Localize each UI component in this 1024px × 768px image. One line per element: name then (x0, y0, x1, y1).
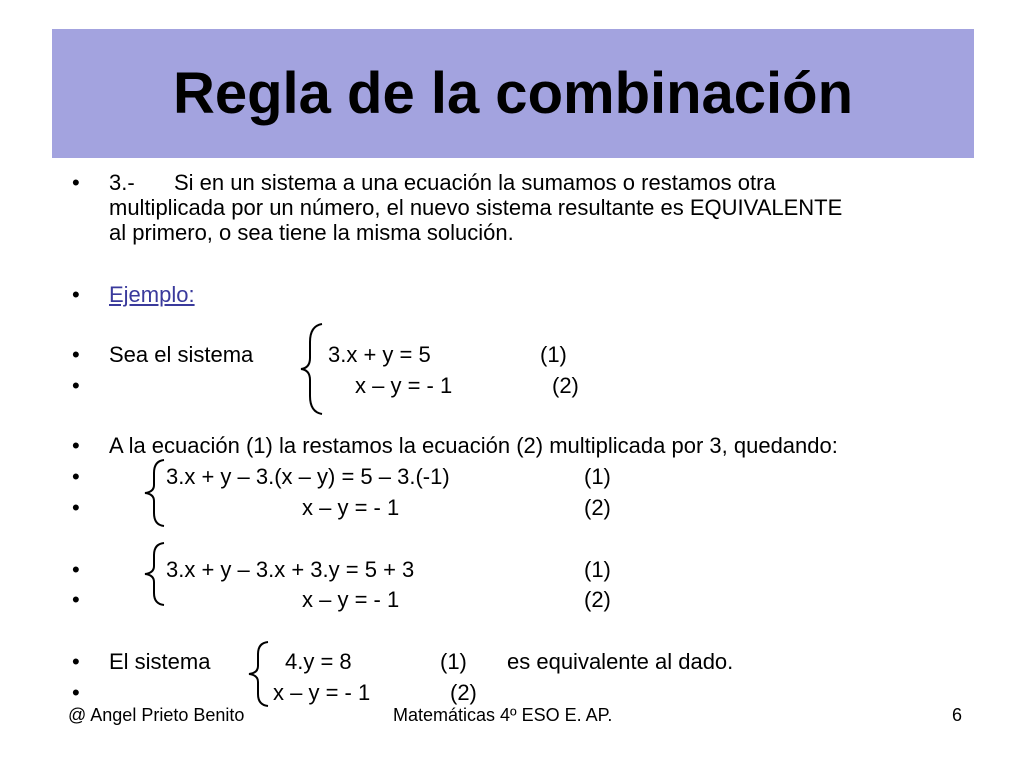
step-text: A la ecuación (1) la restamos la ecuación (2) multiplicada por 3, quedando: (109, 433, 838, 458)
bullet: • (72, 557, 80, 582)
system1-tag2: (2) (552, 373, 579, 398)
bullet: • (72, 373, 80, 398)
system2-eq1: 3.x + y – 3.(x – y) = 5 – 3.(-1) (166, 464, 450, 489)
title-bar (52, 29, 974, 158)
bullet: • (72, 464, 80, 489)
system4-conclusion: es equivalente al dado. (507, 649, 734, 674)
system4-intro: El sistema (109, 649, 211, 674)
system1-eq2: x – y = - 1 (355, 373, 453, 398)
bullet: • (72, 342, 80, 367)
system2-eq2: x – y = - 1 (302, 495, 400, 520)
rule-line-3: al primero, o sea tiene la misma solución. (109, 220, 514, 245)
system4-tag1: (1) (440, 649, 467, 674)
footer-course: Matemáticas 4º ESO E. AP. (393, 705, 613, 725)
system4-eq2: x – y = - 1 (273, 680, 371, 705)
bullet: • (72, 680, 80, 705)
rule-line-1: Si en un sistema a una ecuación la sumamos o restamos otra (174, 170, 776, 195)
rule-line-2: multiplicada por un número, el nuevo sistema resultante es EQUIVALENTE (109, 195, 843, 220)
system2-tag1: (1) (584, 464, 611, 489)
bullet: • (72, 495, 80, 520)
bullet: • (72, 587, 80, 612)
bullet: • (72, 433, 80, 458)
system1-eq1: 3.x + y = 5 (328, 342, 431, 367)
bullet: • (72, 282, 80, 307)
system4-eq1: 4.y = 8 (285, 649, 352, 674)
brace-icon (298, 322, 326, 416)
system3-eq2: x – y = - 1 (302, 587, 400, 612)
system1-intro: Sea el sistema (109, 342, 254, 367)
footer-author: @ Angel Prieto Benito (68, 705, 245, 725)
system3-eq1: 3.x + y – 3.x + 3.y = 5 + 3 (166, 557, 415, 582)
footer-page-number: 6 (952, 705, 963, 725)
system3-tag2: (2) (584, 587, 611, 612)
system1-tag1: (1) (540, 342, 567, 367)
slide-title: Regla de la combinación (172, 61, 854, 126)
rule-number: 3.- (109, 170, 135, 195)
system4-tag2: (2) (450, 680, 477, 705)
bullet: • (72, 649, 80, 674)
brace-icon (142, 458, 168, 528)
system3-tag1: (1) (584, 557, 611, 582)
system2-tag2: (2) (584, 495, 611, 520)
example-link[interactable]: Ejemplo: (109, 282, 195, 307)
brace-icon (142, 541, 168, 607)
brace-icon (246, 640, 272, 708)
bullet: • (72, 170, 80, 195)
